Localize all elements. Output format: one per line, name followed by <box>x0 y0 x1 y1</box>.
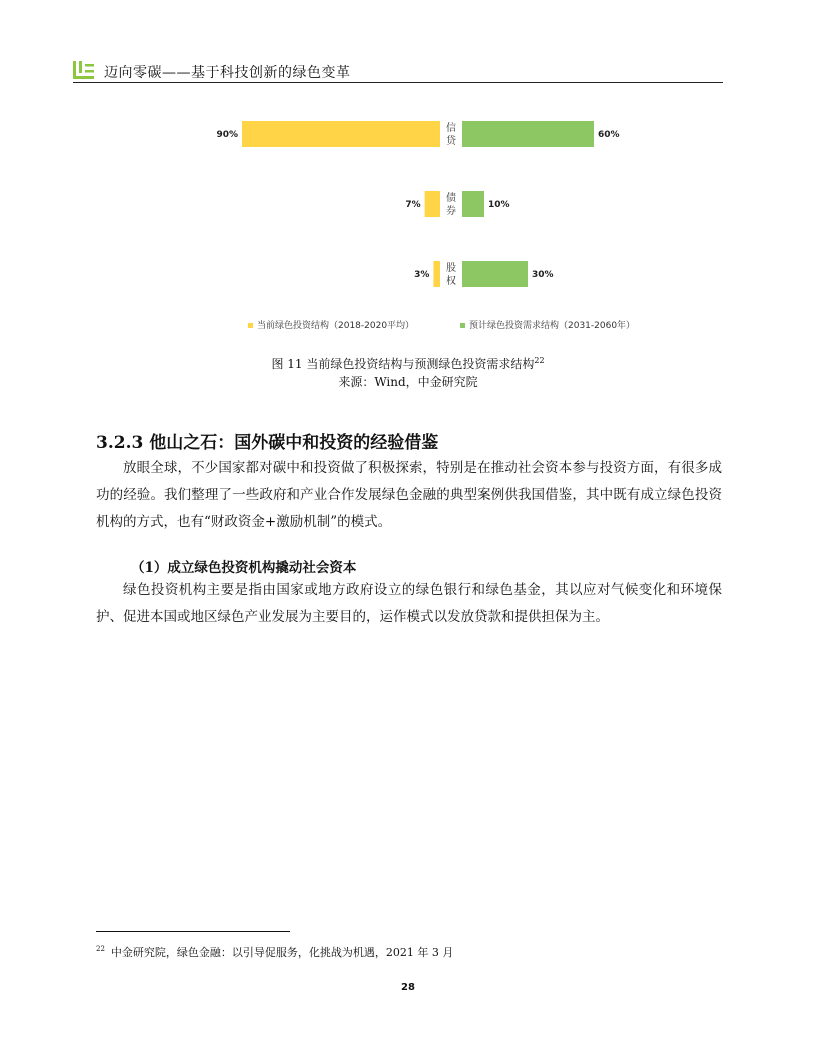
section-title: 3.2.3 他山之石：国外碳中和投资的经验借鉴 <box>96 433 439 453</box>
legend-item-forecast <box>460 318 635 331</box>
investment-structure-chart <box>197 110 667 340</box>
figure-footnote-ref: 22 <box>534 356 545 365</box>
footnote <box>96 944 453 960</box>
legend-label-forecast: 预计绿色投资需求结构（2031-2060年） <box>469 321 636 331</box>
bar-label-forecast-credit: 60% <box>598 130 620 140</box>
legend-item-current <box>248 318 414 331</box>
footnote-divider <box>96 931 290 932</box>
footnote-number: 22 <box>96 945 105 954</box>
header-title: 迈向零碳——基于科技创新的绿色变革 <box>104 65 351 81</box>
page-number: 28 <box>401 982 415 993</box>
paragraph-1: 放眼全球，不少国家都对碳中和投资做了积极探索，特别是在推动社会资本参与投资方面，有很多成功的经验。我们整理了一些政府和产业合作发展绿色金融的典型案例供我国借鉴，其中既有成立绿色投资机构的方式，也有“财政资金+激励机制”的模式。 <box>96 460 722 530</box>
legend-label-current: 当前绿色投资结构（2018-2020平均） <box>257 321 415 331</box>
page-header <box>73 57 723 83</box>
paragraph-2: 绿色投资机构主要是指由国家或地方政府设立的绿色银行和绿色基金，其以应对气候变化和环境保护、促进本国或地区绿色产业发展为主要目的，运作模式以发放贷款和提供担保为主。 <box>96 582 722 625</box>
category-label-bond-0: 债 <box>446 193 456 204</box>
figure-caption-text: 图 11 当前绿色投资结构与预测绿色投资需求结构 <box>271 357 535 371</box>
bar-label-current-credit: 90% <box>216 130 238 140</box>
bar-forecast-bond <box>462 191 484 217</box>
category-label-credit-0: 信 <box>446 123 456 134</box>
header-divider <box>73 82 723 83</box>
subsection-title: （1）成立绿色投资机构撬动社会资本 <box>131 560 357 576</box>
logo-icon <box>73 61 95 79</box>
bar-current-equity <box>433 261 440 287</box>
bar-label-forecast-bond: 10% <box>488 200 510 210</box>
bar-forecast-equity <box>462 261 528 287</box>
bar-current-credit <box>242 121 440 147</box>
category-label-bond-1: 券 <box>446 206 456 217</box>
category-label-credit-1: 贷 <box>446 136 456 147</box>
category-label-equity-0: 股 <box>446 263 456 274</box>
bar-label-forecast-equity: 30% <box>532 270 554 280</box>
legend-swatch-current <box>248 323 253 328</box>
bar-current-bond <box>425 191 440 217</box>
bar-label-current-bond: 7% <box>405 200 421 210</box>
category-label-equity-1: 权 <box>446 276 456 287</box>
chart-legend <box>248 318 688 332</box>
bar-label-current-equity: 3% <box>414 270 430 280</box>
figure-caption <box>0 355 816 372</box>
footnote-text: 中金研究院，绿色金融：以引导促服务，化挑战为机遇，2021 年 3 月 <box>110 946 454 959</box>
legend-swatch-forecast <box>460 323 465 328</box>
chart-plot <box>197 110 667 310</box>
figure-source: 来源：Wind，中金研究院 <box>338 375 478 389</box>
bar-forecast-credit <box>462 121 594 147</box>
